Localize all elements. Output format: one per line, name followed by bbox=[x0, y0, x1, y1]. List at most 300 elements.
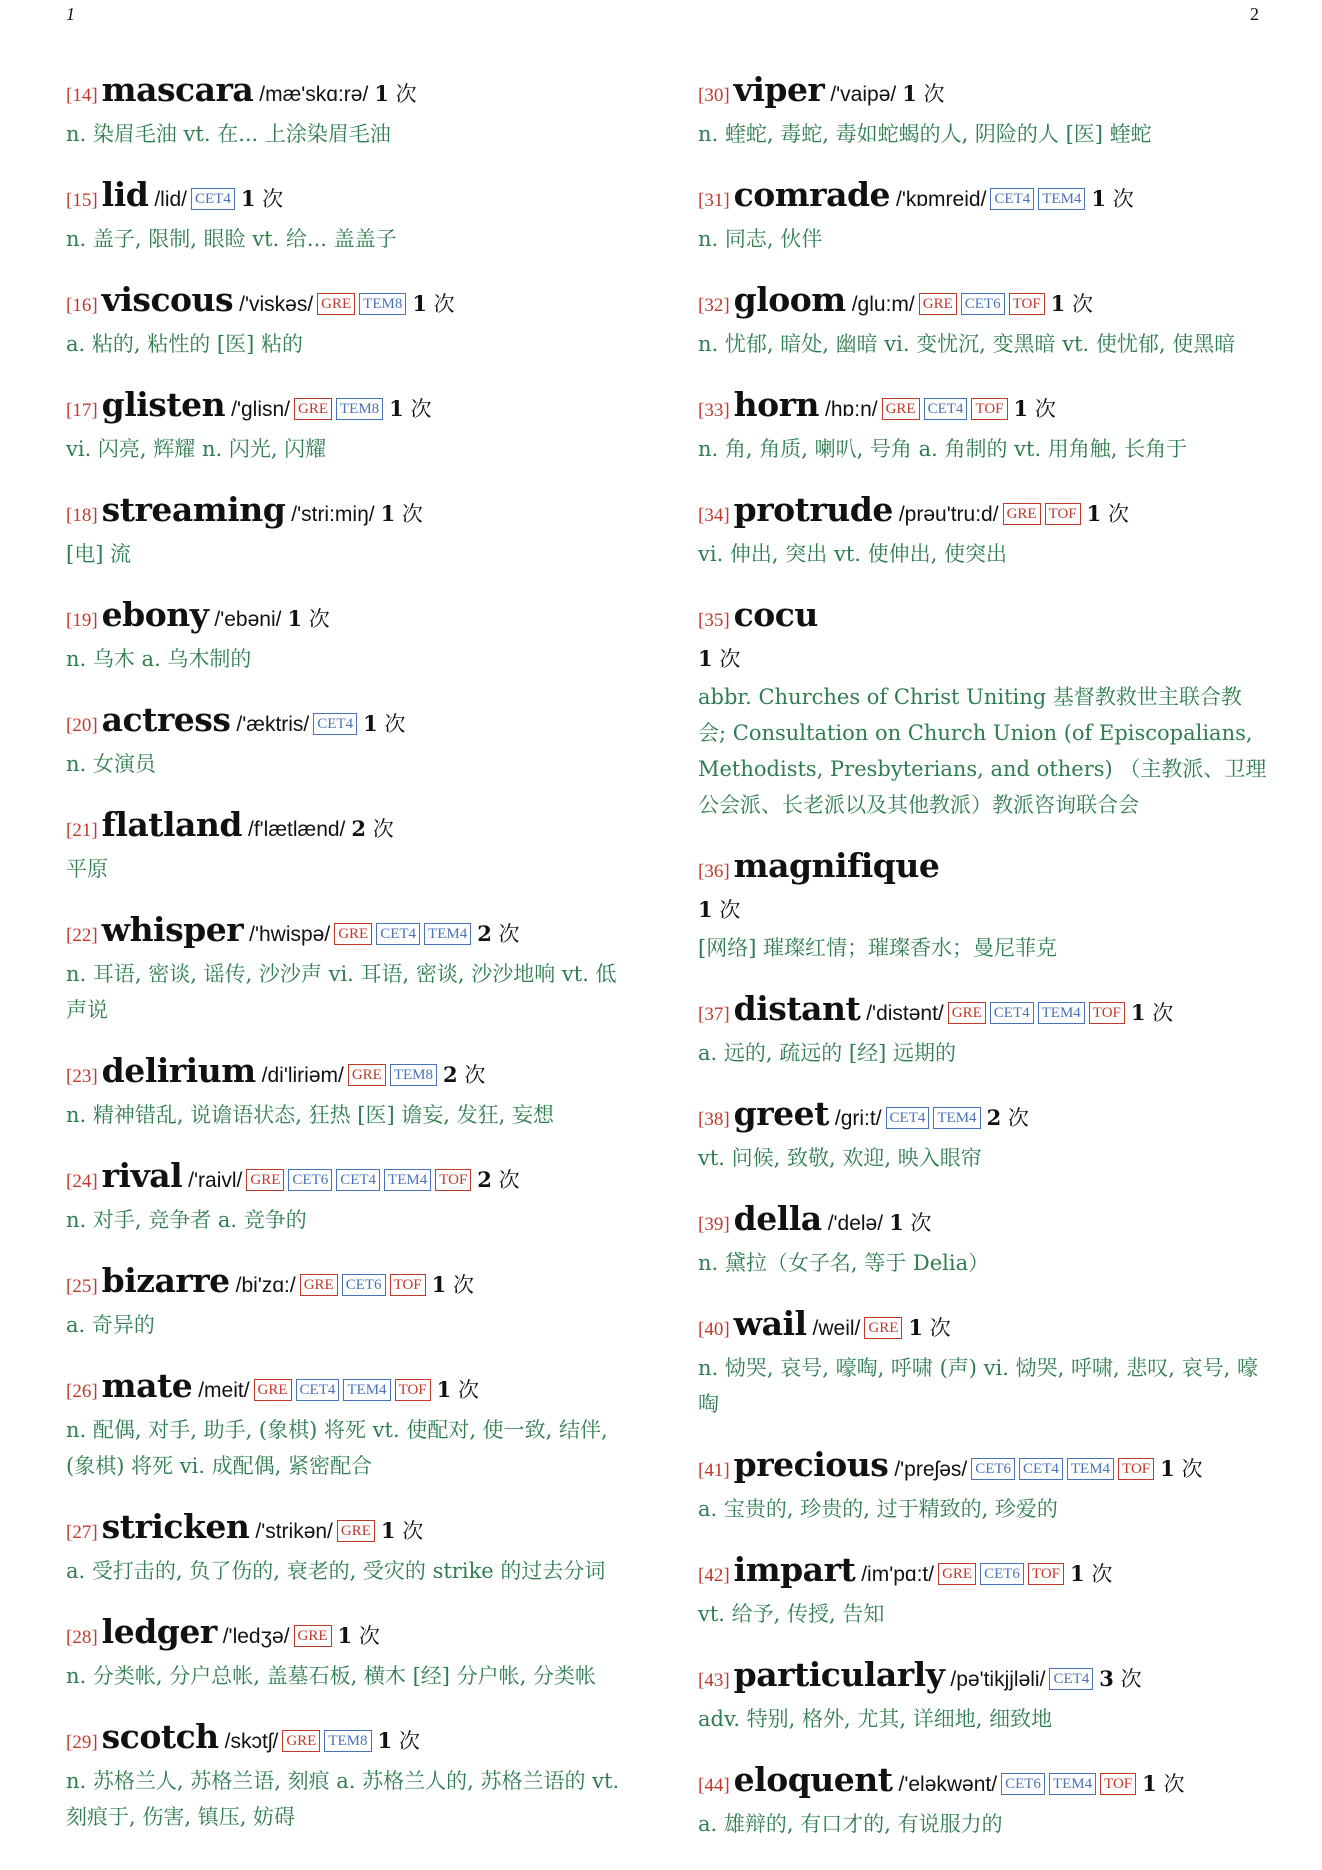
count-line bbox=[698, 641, 1268, 679]
definition: 平原 bbox=[66, 857, 108, 881]
vocab-entry bbox=[698, 1094, 1268, 1176]
exam-tag: CET4 bbox=[1019, 1458, 1063, 1480]
definition: n. 蝰蛇, 毒蛇, 毒如蛇蝎的人, 阴险的人 [医] 蝰蛇 bbox=[698, 122, 1152, 146]
count-number: 2 bbox=[351, 816, 367, 841]
phonetic: /prəu'tru:d/ bbox=[898, 503, 999, 526]
frequency-count bbox=[1070, 1562, 1112, 1586]
phonetic: /'glisn/ bbox=[231, 398, 290, 421]
count-number: 1 bbox=[1160, 1456, 1175, 1481]
entry-index: [41] bbox=[698, 1460, 730, 1481]
count-unit: 次 bbox=[1034, 397, 1056, 421]
count-number: 2 bbox=[986, 1105, 1002, 1130]
exam-tag: GRE bbox=[864, 1317, 902, 1339]
phonetic: /mæ'skɑ:rə/ bbox=[259, 83, 369, 106]
entry-headline bbox=[66, 490, 636, 536]
exam-tag: GRE bbox=[337, 1520, 375, 1542]
exam-tag: GRE bbox=[246, 1169, 284, 1191]
entry-headline bbox=[66, 1051, 636, 1097]
entry-index: [21] bbox=[66, 820, 98, 841]
count-unit: 次 bbox=[498, 922, 520, 946]
definition: vt. 问候, 致敬, 欢迎, 映入眼帘 bbox=[698, 1146, 982, 1170]
entry-index: [32] bbox=[698, 295, 730, 316]
definition: n. 同志, 伙伴 bbox=[698, 227, 823, 251]
count-unit: 次 bbox=[410, 397, 432, 421]
vocab-entry bbox=[698, 1655, 1268, 1737]
vocab-entry bbox=[66, 490, 636, 572]
count-number: 2 bbox=[477, 921, 492, 946]
frequency-count bbox=[902, 82, 944, 106]
frequency-count bbox=[1160, 1457, 1202, 1481]
definition: n. 精神错乱, 说谵语状态, 狂热 [医] 谵妄, 发狂, 妄想 bbox=[66, 1103, 555, 1127]
phonetic: /di'liriəm/ bbox=[261, 1064, 344, 1087]
definition: vi. 伸出, 突出 vt. 使伸出, 使突出 bbox=[698, 542, 1007, 566]
exam-tag: GRE bbox=[334, 923, 372, 945]
definition: n. 苏格兰人, 苏格兰语, 刻痕 a. 苏格兰人的, 苏格兰语的 vt. 刻痕于, 伤害, 镇压, 妨碍 bbox=[66, 1769, 620, 1829]
headword: whisper bbox=[101, 910, 244, 949]
frequency-count bbox=[374, 82, 416, 106]
frequency-count bbox=[351, 817, 393, 841]
count-unit: 次 bbox=[1007, 1106, 1029, 1130]
count-number: 1 bbox=[363, 711, 378, 736]
entry-headline bbox=[698, 1304, 1268, 1350]
count-unit: 次 bbox=[1181, 1457, 1203, 1481]
entry-index: [23] bbox=[66, 1066, 98, 1087]
headword: particularly bbox=[733, 1655, 945, 1694]
entry-headline bbox=[66, 700, 636, 746]
count-unit: 次 bbox=[457, 1378, 479, 1402]
headword: streaming bbox=[101, 490, 286, 529]
headword: cocu bbox=[733, 595, 818, 634]
headword: precious bbox=[733, 1445, 889, 1484]
entry-index: [31] bbox=[698, 190, 730, 211]
frequency-count bbox=[698, 898, 740, 922]
phonetic: /'eləkwənt/ bbox=[898, 1773, 998, 1796]
frequency-count bbox=[381, 502, 423, 526]
phonetic: /hɒ:n/ bbox=[825, 398, 878, 421]
entry-headline bbox=[66, 1366, 636, 1412]
vocab-entry bbox=[66, 1156, 636, 1238]
entry-headline bbox=[698, 1760, 1268, 1806]
entry-headline bbox=[698, 1199, 1268, 1245]
frequency-count bbox=[1087, 502, 1129, 526]
frequency-count bbox=[698, 647, 740, 671]
entry-headline bbox=[698, 70, 1268, 116]
entry-headline bbox=[698, 1445, 1268, 1491]
vocab-entry bbox=[66, 700, 636, 782]
entry-headline bbox=[66, 910, 636, 956]
exam-tag: CET4 bbox=[886, 1107, 930, 1129]
count-unit: 次 bbox=[1107, 502, 1129, 526]
entry-index: [16] bbox=[66, 295, 98, 316]
count-number: 1 bbox=[908, 1315, 924, 1340]
count-unit: 次 bbox=[910, 1211, 932, 1235]
count-unit: 次 bbox=[452, 1273, 474, 1297]
phonetic: /'delə/ bbox=[827, 1212, 884, 1235]
definition: [电] 流 bbox=[66, 542, 132, 566]
count-number: 1 bbox=[698, 646, 713, 671]
exam-tag: CET4 bbox=[191, 188, 235, 210]
exam-tag: GRE bbox=[919, 293, 957, 315]
headword: wail bbox=[733, 1304, 807, 1343]
entry-index: [24] bbox=[66, 1171, 98, 1192]
headword: viscous bbox=[101, 280, 234, 319]
count-number: 1 bbox=[889, 1210, 904, 1235]
vocab-entry bbox=[698, 175, 1268, 257]
right-column bbox=[698, 70, 1268, 1865]
frequency-count bbox=[443, 1063, 485, 1087]
vocab-entry bbox=[66, 1507, 636, 1589]
entry-headline bbox=[66, 280, 636, 326]
count-unit: 次 bbox=[402, 1519, 424, 1543]
vocab-entry bbox=[66, 385, 636, 467]
exam-tag: CET4 bbox=[924, 398, 968, 420]
vocab-entry bbox=[698, 1760, 1268, 1842]
count-unit: 次 bbox=[395, 82, 417, 106]
exam-tag: CET4 bbox=[376, 923, 420, 945]
entry-index: [18] bbox=[66, 505, 98, 526]
exam-tag: TOF bbox=[1118, 1458, 1154, 1480]
phonetic: /'preʃəs/ bbox=[894, 1458, 968, 1481]
phonetic: /f'lætlænd/ bbox=[248, 818, 346, 841]
vocab-entry bbox=[66, 1612, 636, 1694]
entry-headline bbox=[698, 1550, 1268, 1596]
count-unit: 次 bbox=[498, 1168, 520, 1192]
headword: viper bbox=[733, 70, 825, 109]
definition: n. 配偶, 对手, 助手, (象棋) 将死 vt. 使配对, 使一致, 结伴, (象棋) 将死 vi. 成配偶, 紧密配合 bbox=[66, 1418, 608, 1478]
frequency-count bbox=[1142, 1772, 1184, 1796]
exam-tag: CET4 bbox=[336, 1169, 380, 1191]
vocab-entry bbox=[66, 280, 636, 362]
vocab-entry bbox=[698, 1445, 1268, 1527]
count-number: 1 bbox=[374, 81, 389, 106]
exam-tag: TOF bbox=[395, 1379, 431, 1401]
phonetic: /'ebəni/ bbox=[214, 608, 282, 631]
frequency-count bbox=[363, 712, 405, 736]
entry-index: [28] bbox=[66, 1627, 98, 1648]
headword: ebony bbox=[101, 595, 209, 634]
entry-headline bbox=[66, 805, 636, 851]
exam-tag: TOF bbox=[971, 398, 1007, 420]
phonetic: /lid/ bbox=[154, 188, 187, 211]
definition: vt. 给予, 传授, 告知 bbox=[698, 1602, 885, 1626]
count-number: 1 bbox=[380, 501, 396, 526]
frequency-count bbox=[889, 1211, 931, 1235]
entry-index: [43] bbox=[698, 1670, 730, 1691]
vocab-entry bbox=[698, 1199, 1268, 1281]
entry-headline bbox=[698, 1655, 1268, 1701]
exam-tag: TOF bbox=[1028, 1563, 1064, 1585]
headword: horn bbox=[733, 385, 820, 424]
vocab-entry bbox=[698, 1550, 1268, 1632]
entry-index: [25] bbox=[66, 1276, 98, 1297]
definition: n. 乌木 a. 乌木制的 bbox=[66, 647, 252, 671]
headword: delirium bbox=[101, 1051, 256, 1090]
phonetic: /'hwispə/ bbox=[249, 923, 331, 946]
count-unit: 次 bbox=[401, 502, 423, 526]
headword: ledger bbox=[101, 1612, 217, 1651]
count-unit: 次 bbox=[308, 607, 330, 631]
exam-tag: TEM8 bbox=[324, 1730, 371, 1752]
headword: scotch bbox=[101, 1717, 219, 1756]
frequency-count bbox=[1091, 187, 1133, 211]
count-number: 1 bbox=[389, 396, 404, 421]
count-number: 1 bbox=[412, 291, 427, 316]
exam-tag: TEM8 bbox=[359, 293, 406, 315]
entry-headline bbox=[66, 595, 636, 641]
frequency-count bbox=[412, 292, 454, 316]
exam-tag: TOF bbox=[1100, 1773, 1136, 1795]
definition: abbr. Churches of Christ Uniting 基督教救世主联合教会; Consultation on Church Union (of Episcopalians, Methodists, Presbyterians, and others) （主教派、卫理公会派、长老派以及其他教派）教派咨询联合会 bbox=[698, 685, 1267, 817]
entry-index: [15] bbox=[66, 190, 98, 211]
entry-index: [37] bbox=[698, 1004, 730, 1025]
headword: distant bbox=[733, 989, 861, 1028]
frequency-count bbox=[338, 1624, 380, 1648]
entry-index: [20] bbox=[66, 715, 98, 736]
exam-tag: GRE bbox=[948, 1002, 986, 1024]
definition: a. 奇异的 bbox=[66, 1313, 155, 1337]
frequency-count bbox=[287, 607, 329, 631]
count-unit: 次 bbox=[398, 1729, 420, 1753]
count-unit: 次 bbox=[384, 712, 406, 736]
count-unit: 次 bbox=[1091, 1562, 1113, 1586]
exam-tag: TEM4 bbox=[1038, 1002, 1085, 1024]
vocab-entry bbox=[66, 910, 636, 1028]
definition: adv. 特别, 格外, 尤其, 详细地, 细致地 bbox=[698, 1707, 1053, 1731]
headword: stricken bbox=[101, 1507, 250, 1546]
entry-index: [38] bbox=[698, 1109, 730, 1130]
exam-tag: CET4 bbox=[1049, 1668, 1093, 1690]
count-unit: 次 bbox=[1152, 1001, 1174, 1025]
vocab-entry bbox=[698, 490, 1268, 572]
frequency-count bbox=[432, 1273, 474, 1297]
definition: n. 忧郁, 暗处, 幽暗 vi. 变忧沉, 变黑暗 vt. 使忧郁, 使黑暗 bbox=[698, 332, 1236, 356]
entry-index: [33] bbox=[698, 400, 730, 421]
count-unit: 次 bbox=[719, 647, 741, 671]
headword: actress bbox=[101, 700, 231, 739]
headword: comrade bbox=[733, 175, 891, 214]
exam-tag: CET6 bbox=[961, 293, 1005, 315]
entry-headline bbox=[66, 1261, 636, 1307]
frequency-count bbox=[477, 1168, 519, 1192]
exam-tag: CET6 bbox=[342, 1274, 386, 1296]
count-unit: 次 bbox=[372, 817, 394, 841]
count-number: 1 bbox=[1142, 1771, 1157, 1796]
vocab-entry bbox=[66, 1051, 636, 1133]
exam-tag: TEM4 bbox=[1049, 1773, 1096, 1795]
frequency-count bbox=[908, 1316, 950, 1340]
count-number: 1 bbox=[436, 1377, 452, 1402]
exam-tag: TEM8 bbox=[336, 398, 383, 420]
frequency-count bbox=[437, 1378, 479, 1402]
entry-index: [34] bbox=[698, 505, 730, 526]
entry-headline bbox=[698, 1094, 1268, 1140]
exam-tag: TOF bbox=[1045, 503, 1081, 525]
exam-tag: TEM4 bbox=[384, 1169, 431, 1191]
headword: magnifique bbox=[733, 846, 940, 885]
phonetic: /im'pɑ:t/ bbox=[861, 1563, 935, 1586]
exam-tag: GRE bbox=[282, 1730, 320, 1752]
headword: mascara bbox=[101, 70, 254, 109]
vocab-entry bbox=[66, 1261, 636, 1343]
vocab-entry bbox=[698, 70, 1268, 152]
definition: n. 耳语, 密谈, 谣传, 沙沙声 vi. 耳语, 密谈, 沙沙地响 vt. 低声说 bbox=[66, 962, 617, 1022]
exam-tag: GRE bbox=[348, 1064, 386, 1086]
count-number: 1 bbox=[1070, 1561, 1085, 1586]
definition: a. 远的, 疏远的 [经] 远期的 bbox=[698, 1041, 956, 1065]
frequency-count bbox=[378, 1729, 420, 1753]
exam-tag: TOF bbox=[435, 1169, 471, 1191]
phonetic: /'raivl/ bbox=[188, 1169, 243, 1192]
vocab-entry bbox=[698, 595, 1268, 823]
count-number: 2 bbox=[443, 1062, 458, 1087]
entry-index: [44] bbox=[698, 1775, 730, 1796]
definition: n. 分类帐, 分户总帐, 盖墓石板, 横木 [经] 分户帐, 分类帐 bbox=[66, 1664, 597, 1688]
count-line bbox=[698, 892, 1268, 930]
frequency-count bbox=[241, 187, 283, 211]
count-number: 1 bbox=[377, 1728, 393, 1753]
exam-tag: CET4 bbox=[313, 713, 357, 735]
entry-index: [27] bbox=[66, 1522, 98, 1543]
exam-tag: CET4 bbox=[990, 1002, 1034, 1024]
exam-tag: GRE bbox=[294, 1625, 332, 1647]
vocab-entry bbox=[698, 989, 1268, 1071]
vocab-entry bbox=[66, 1366, 636, 1484]
count-number: 1 bbox=[287, 606, 303, 631]
entry-headline bbox=[66, 70, 636, 116]
count-unit: 次 bbox=[1163, 1772, 1185, 1796]
entry-index: [22] bbox=[66, 925, 98, 946]
exam-tag: TEM4 bbox=[1038, 188, 1085, 210]
frequency-count bbox=[381, 1519, 423, 1543]
exam-tag: GRE bbox=[938, 1563, 976, 1585]
phonetic: /gri:t/ bbox=[834, 1107, 882, 1130]
headword: gloom bbox=[733, 280, 846, 319]
entry-headline bbox=[698, 280, 1268, 326]
exam-tag: TOF bbox=[1009, 293, 1045, 315]
count-number: 3 bbox=[1099, 1666, 1114, 1691]
entry-index: [39] bbox=[698, 1214, 730, 1235]
vocab-entry bbox=[698, 1304, 1268, 1422]
count-number: 1 bbox=[1086, 501, 1102, 526]
count-number: 1 bbox=[1130, 1000, 1146, 1025]
vocab-entry bbox=[698, 385, 1268, 467]
entry-headline bbox=[698, 846, 1268, 892]
phonetic: /'stri:miŋ/ bbox=[291, 503, 375, 526]
definition: a. 粘的, 粘性的 [医] 粘的 bbox=[66, 332, 303, 356]
vocab-entry bbox=[66, 805, 636, 887]
exam-tag: CET6 bbox=[971, 1458, 1015, 1480]
frequency-count bbox=[1014, 397, 1056, 421]
entry-headline bbox=[698, 490, 1268, 536]
entry-headline bbox=[66, 1156, 636, 1202]
vocab-entry bbox=[66, 595, 636, 677]
count-unit: 次 bbox=[1112, 187, 1134, 211]
count-unit: 次 bbox=[923, 82, 945, 106]
exam-tag: GRE bbox=[294, 398, 332, 420]
phonetic: /'kɒmreid/ bbox=[896, 188, 987, 211]
count-unit: 次 bbox=[433, 292, 455, 316]
entry-index: [26] bbox=[66, 1381, 98, 1402]
headword: flatland bbox=[101, 805, 242, 844]
headword: greet bbox=[733, 1094, 829, 1133]
count-unit: 次 bbox=[929, 1316, 951, 1340]
definition: a. 雄辩的, 有口才的, 有说服力的 bbox=[698, 1812, 1003, 1836]
exam-tag: TEM4 bbox=[424, 923, 471, 945]
headword: protrude bbox=[733, 490, 893, 529]
definition: [网络] 璀璨红情；璀璨香水；曼尼菲克 bbox=[698, 936, 1058, 960]
count-unit: 次 bbox=[1071, 292, 1093, 316]
count-unit: 次 bbox=[719, 898, 741, 922]
phonetic: /pə'tikjjləli/ bbox=[950, 1668, 1046, 1691]
exam-tag: TEM8 bbox=[390, 1064, 437, 1086]
phonetic: /meit/ bbox=[198, 1379, 250, 1402]
phonetic: /bi'zɑ:/ bbox=[235, 1274, 296, 1297]
definition: n. 黛拉（女子名, 等于 Delia） bbox=[698, 1251, 990, 1275]
count-unit: 次 bbox=[464, 1063, 486, 1087]
exam-tag: CET6 bbox=[288, 1169, 332, 1191]
count-unit: 次 bbox=[358, 1624, 380, 1648]
entry-index: [17] bbox=[66, 400, 98, 421]
exam-tag: CET4 bbox=[296, 1379, 340, 1401]
entry-index: [35] bbox=[698, 610, 730, 631]
phonetic: /'viskəs/ bbox=[239, 293, 314, 316]
vocab-entry bbox=[698, 280, 1268, 362]
count-unit: 次 bbox=[262, 187, 284, 211]
entry-index: [30] bbox=[698, 85, 730, 106]
exam-tag: TEM4 bbox=[343, 1379, 390, 1401]
headword: rival bbox=[101, 1156, 183, 1195]
entry-headline bbox=[66, 1612, 636, 1658]
phonetic: /skɔtʃ/ bbox=[224, 1730, 279, 1753]
exam-tag: CET4 bbox=[990, 188, 1034, 210]
entry-index: [29] bbox=[66, 1732, 98, 1753]
exam-tag: TOF bbox=[390, 1274, 426, 1296]
headword: mate bbox=[101, 1366, 193, 1405]
exam-tag: GRE bbox=[317, 293, 355, 315]
page-number-right: 2 bbox=[1250, 4, 1259, 24]
headword: della bbox=[733, 1199, 822, 1238]
frequency-count bbox=[987, 1106, 1029, 1130]
exam-tag: GRE bbox=[254, 1379, 292, 1401]
entry-headline bbox=[66, 1717, 636, 1763]
definition: vi. 闪亮, 辉耀 n. 闪光, 闪耀 bbox=[66, 437, 327, 461]
count-number: 1 bbox=[902, 81, 917, 106]
entry-headline bbox=[66, 385, 636, 431]
count-number: 1 bbox=[1050, 291, 1066, 316]
frequency-count bbox=[1099, 1667, 1141, 1691]
definition: a. 受打击的, 负了伤的, 衰老的, 受灾的 strike 的过去分词 bbox=[66, 1559, 606, 1583]
headword: eloquent bbox=[733, 1760, 893, 1799]
entry-headline bbox=[698, 385, 1268, 431]
page-number-left: 1 bbox=[66, 4, 75, 24]
phonetic: /'distənt/ bbox=[866, 1002, 944, 1025]
entry-headline bbox=[66, 175, 636, 221]
definition: n. 角, 角质, 喇叭, 号角 a. 角制的 vt. 用角触, 长角于 bbox=[698, 437, 1188, 461]
count-number: 1 bbox=[1091, 186, 1107, 211]
headword: lid bbox=[101, 175, 149, 214]
entry-headline bbox=[698, 989, 1268, 1035]
exam-tag: GRE bbox=[1003, 503, 1041, 525]
frequency-count bbox=[1131, 1001, 1173, 1025]
count-number: 1 bbox=[380, 1518, 396, 1543]
count-number: 1 bbox=[431, 1272, 447, 1297]
left-column bbox=[66, 70, 636, 1858]
entry-index: [42] bbox=[698, 1565, 730, 1586]
vocab-entry bbox=[66, 175, 636, 257]
phonetic: /weil/ bbox=[812, 1317, 861, 1340]
headword: bizarre bbox=[101, 1261, 230, 1300]
exam-tag: GRE bbox=[882, 398, 920, 420]
